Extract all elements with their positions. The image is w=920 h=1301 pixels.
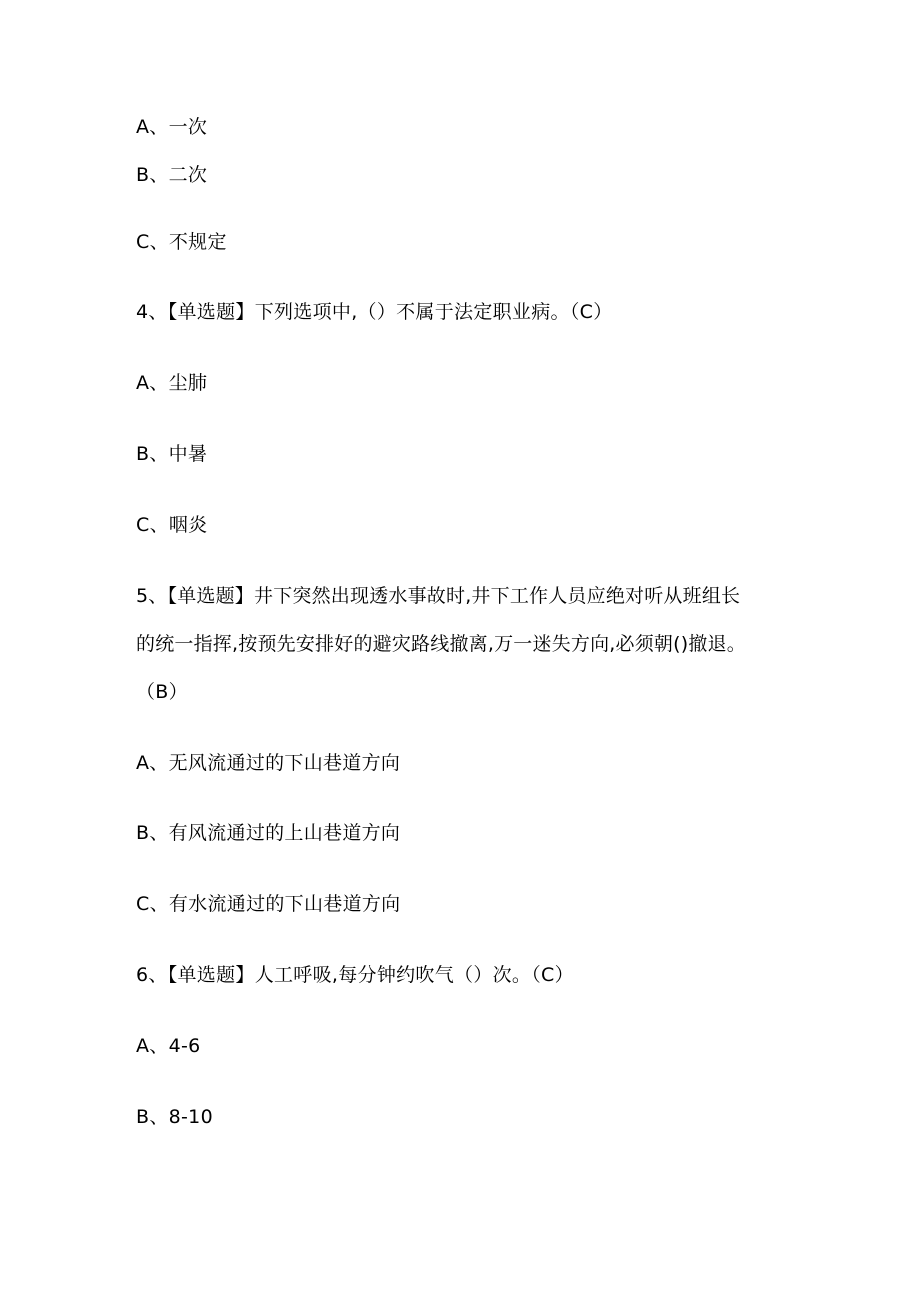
q5-stem-line-2: 的统一指挥,按预先安排好的避灾路线撤离,万一迷失方向,必须朝()撤退。 (136, 633, 746, 655)
q5-option-a: A、无风流通过的下山巷道方向 (136, 752, 401, 774)
q4-stem: 4、【单选题】下列选项中,（）不属于法定职业病。（C） (136, 301, 613, 323)
q5-option-c: C、有水流通过的下山巷道方向 (136, 893, 401, 915)
q4-option-a: A、尘肺 (136, 372, 208, 394)
q5-option-b: B、有风流通过的上山巷道方向 (136, 822, 401, 844)
q5-stem-line-1: 5、【单选题】井下突然出现透水事故时,井下工作人员应绝对听从班组长 (136, 585, 741, 607)
q6-option-b: B、8-10 (136, 1106, 213, 1128)
q4-option-c: C、咽炎 (136, 514, 208, 536)
q3-option-c: C、不规定 (136, 231, 227, 253)
q6-option-a: A、4-6 (136, 1035, 201, 1057)
q3-option-b: B、二次 (136, 164, 208, 186)
q4-option-b: B、中暑 (136, 443, 208, 465)
q6-stem: 6、【单选题】人工呼吸,每分钟约吹气（）次。（C） (136, 964, 574, 986)
q3-option-a: A、一次 (136, 116, 208, 138)
q5-stem-line-3: （B） (136, 681, 188, 703)
